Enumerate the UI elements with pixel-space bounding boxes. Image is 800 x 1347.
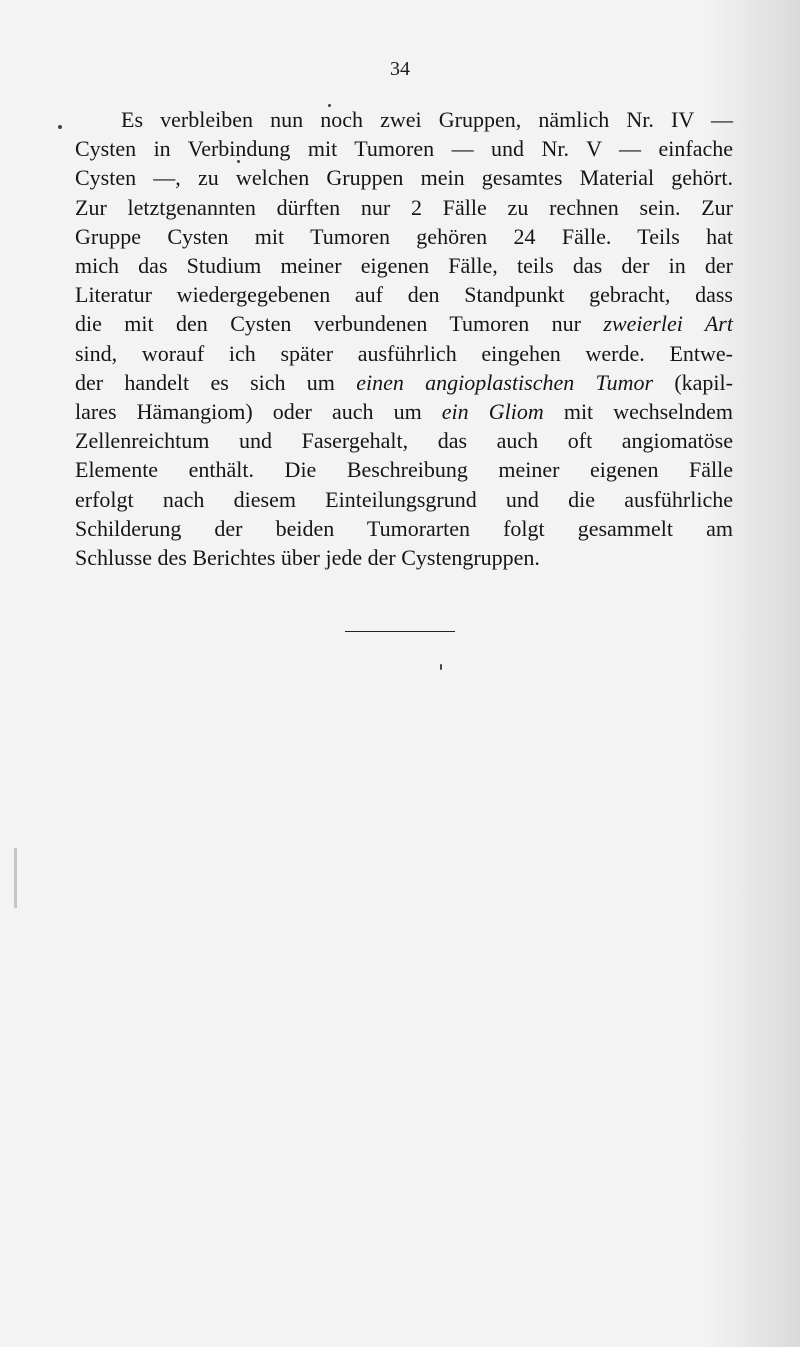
paragraph-line: Literatur wiedergegebenen auf den Standpunkt gebracht, dass (75, 282, 733, 308)
paragraph-line: Cysten in Verbindung mit Tumoren — und Nr. V — einfache (75, 136, 733, 162)
paragraph-line: Schilderung der beiden Tumorarten folgt gesammelt am (75, 515, 733, 541)
paragraph-line: mich das Studium meiner eigenen Fälle, teils das der in der (75, 253, 733, 279)
emphasis-text: einen angioplastischen Tumor (356, 369, 654, 395)
line-text: (kapil- (653, 369, 733, 395)
emphasis-text: zweierlei Art (603, 311, 733, 337)
emphasis-text: ein Gliom (441, 399, 544, 425)
paragraph-line: Zur letztgenannten dürften nur 2 Fälle zu rechnen sein. Zur (75, 194, 733, 220)
paragraph-line: Zellenreichtum und Fasergehalt, das auch oft angiomatöse (75, 428, 733, 454)
margin-mark (14, 848, 17, 908)
paragraph-line: Es verbleiben nun noch zwei Gruppen, nämlich Nr. IV — (121, 107, 733, 132)
paragraph-line: sind, worauf ich später ausführlich eingehen werde. Entwe- (75, 340, 733, 366)
page-number: 34 (390, 58, 410, 80)
paragraph-line: Schlusse des Berichtes über jede der Cystengruppen. (75, 545, 540, 571)
line-text: der handelt es sich um (75, 369, 357, 395)
paragraph-line (75, 309, 733, 338)
ink-speck (58, 125, 62, 129)
line-text: mit wechselndem (543, 399, 733, 425)
paragraph-line: Cysten —, zu welchen Gruppen mein gesamtes Material gehört. (75, 165, 733, 191)
paragraph-line (75, 397, 733, 426)
ink-speck (440, 664, 442, 670)
paragraph-line: Gruppe Cysten mit Tumoren gehören 24 Fälle. Teils hat (75, 223, 733, 249)
line-text: die mit den Cysten verbundenen Tumoren nur (75, 311, 604, 337)
paragraph-line (75, 368, 733, 397)
paragraph-line: Elemente enthält. Die Beschreibung meiner eigenen Fälle (75, 457, 733, 483)
line-text: lares Hämangiom) oder auch um (75, 399, 442, 425)
paragraph-line: erfolgt nach diesem Einteilungsgrund und die ausführliche (75, 486, 733, 512)
body-paragraph (75, 105, 733, 572)
section-divider (345, 631, 455, 632)
